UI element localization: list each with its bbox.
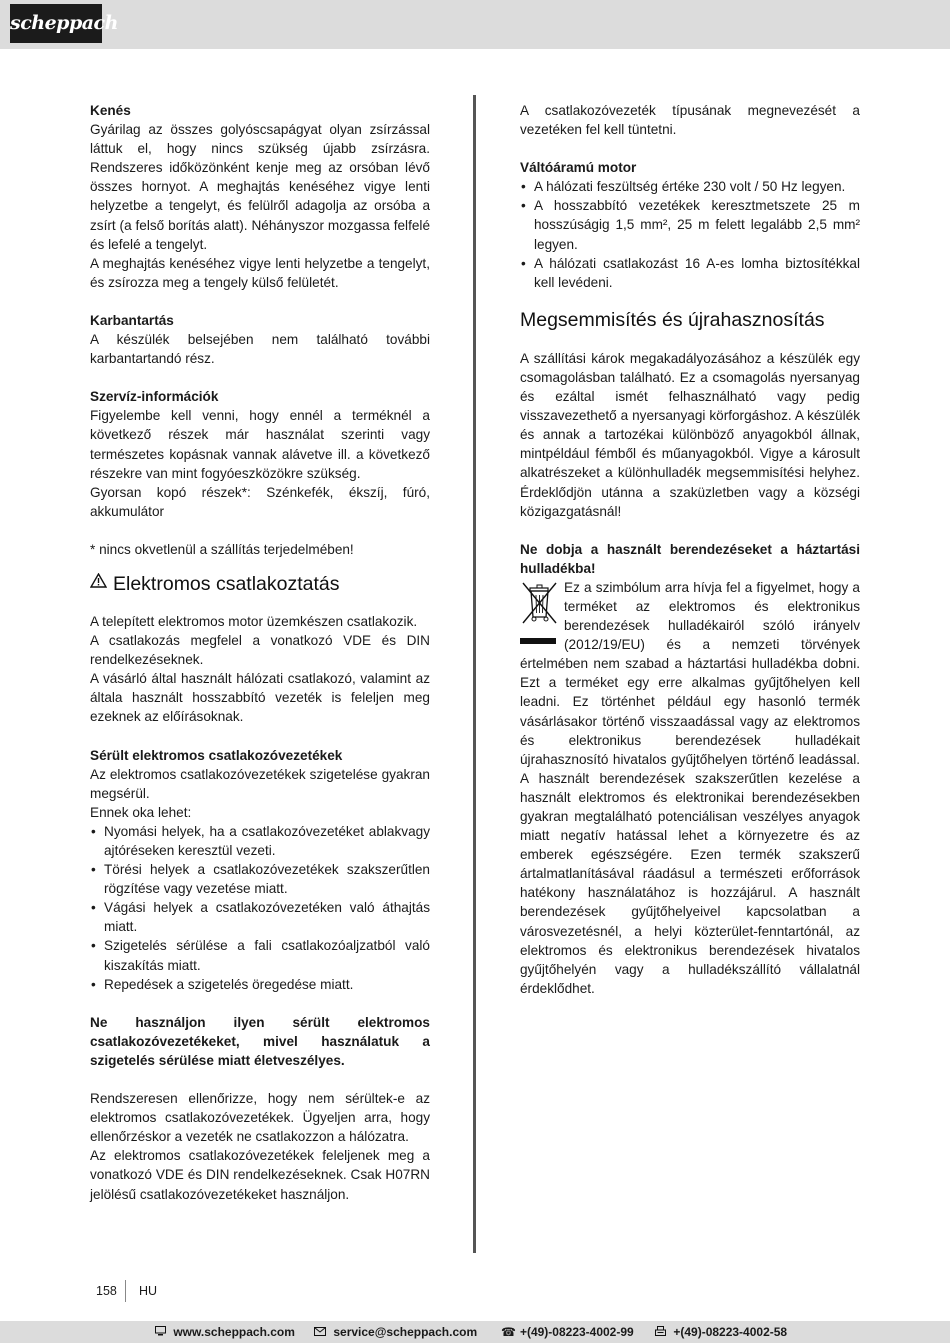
phone-contact: [501, 1321, 634, 1343]
language-code: HU: [139, 1284, 158, 1298]
intro-paragraph: A csatlakozóvezeték típusának megnevezését a vezetéken fel kell tüntetni.: [520, 103, 860, 138]
szerviz-note: * nincs okvetlenül a szállítás terjedelmében!: [90, 541, 354, 557]
crossed-bin-icon: [520, 581, 560, 645]
check-paragraph-2: Az elektromos csatlakozóvezetékek feleljenek meg a vonatkozó VDE és DIN rendelkezéseknek. Csak H07RN jelölésű csatlakozóvezetékeket használjon.: [90, 1148, 430, 1202]
fax-icon: [655, 1325, 669, 1339]
phone-text: +(49)-08223-4002-99: [519, 1325, 634, 1339]
list-item: • A hosszabbító vezetékek keresztmetszete 25 m hosszúságig 1,5 mm², 25 m felett legalább 2,5 mm² legyen.: [520, 196, 860, 253]
elektromos-heading: [90, 572, 430, 596]
fax-contact: [655, 1321, 787, 1343]
fax-text: +(49)-08223-4002-58: [673, 1325, 788, 1339]
szerviz-heading: Szervíz-információk: [90, 389, 219, 405]
list-item: • Törési helyek a csatlakozóvezetékek szakszerűtlen rögzítése vagy vezetése miatt.: [90, 860, 430, 898]
serult-paragraph-1: Az elektromos csatlakozóvezetékek szigetelése gyakran megsérül.: [90, 766, 430, 801]
disposal-paragraph: A szállítási károk megakadályozásához a készülék egy csomagolásban található. Ez a csomagolás nyersanyag és ezáltal ismét felhasználható vagy pedig visszavezethető a nyersanyagi körforgáshoz. A készülék és annak a tartozékai különböző anyagokból állnak, mintpéldául fémből és műanyagokból. Vigye a károsult alkatrészeket a különhulladék megsemmisítési helyhez. Érdeklődjön utánna a szaküzletben vagy a községi közigazgatásnál!: [520, 350, 860, 519]
kenes-paragraph-2: A meghajtás kenéséhez vigye lenti helyzetbe a tengelyt, és zsírozza meg a tengely külső felületét.: [90, 255, 430, 290]
email-text: service@scheppach.com: [333, 1325, 478, 1339]
list-item: • Repedések a szigetelés öregedése miatt.: [90, 975, 430, 994]
right-column: [520, 101, 860, 998]
monitor-icon: [155, 1325, 169, 1339]
serult-list: [90, 822, 430, 994]
kenes-paragraph-1: Gyárilag az összes golyóscsapágyat olyan zsírzással láttuk el, hogy nincs szükség újabb zsírzásra. Rendszeres időközönként kenje meg az orsóban lévő összes hornyot. A meghajtás kenéséhez vigye lenti helyzetbe a tengelyt, és felülről adagolja az orsóba a zsírt (a felső borítás alatt). Néhányszor mozgassa felfelé és lefelé a tengelyt.: [90, 122, 430, 252]
serult-heading: Sérült elektromos csatlakozóvezetékek: [90, 747, 343, 763]
column-divider: [473, 95, 476, 1253]
motor-list: [520, 177, 860, 292]
check-paragraph-1: Rendszeresen ellenőrizze, hogy nem sérültek-e az elektromos csatlakozóvezetékek. Ügyeljen arra, hogy ellenőrzéskor a vezeték ne csatlakozzon a hálózatra.: [90, 1091, 430, 1145]
disposal-heading: Megsemmisítés és újrahasznosítás: [520, 308, 825, 331]
warning-triangle-icon: [90, 572, 107, 596]
serult-paragraph-2: Ennek oka lehet:: [90, 804, 192, 820]
elektromos-heading-text: Elektromos csatlakoztatás: [113, 572, 340, 595]
danger-warning: Ne használjon ilyen sérült elektromos csatlakozóvezetékeket, mivel használatuk a szigetelés sérülése miatt életveszélyes.: [90, 1014, 430, 1068]
elektromos-paragraph-2: A csatlakozás megfelel a vonatkozó VDE és DIN rendelkezéseknek.: [90, 633, 430, 668]
list-item: • Nyomási helyek, ha a csatlakozóvezetéket ablakvagy ajtóréseken keresztül vezeti.: [90, 822, 430, 860]
contact-bar: [0, 1321, 950, 1343]
weee-block: [520, 578, 860, 998]
motor-heading: Váltóáramú motor: [520, 160, 637, 176]
left-column: [90, 101, 430, 1204]
list-item: • Szigetelés sérülése a fali csatlakozóaljzatból való kiszakítás miatt.: [90, 936, 430, 974]
weee-paragraph: Ez a szimbólum arra hívja fel a figyelmet, hogy a terméket az elektromos és elektronikus berendezések hulladékairól szóló irányelv (2012/19/EU) és a nemzeti törvények értelmében nem szabad a háztartási hulladékba dobni. Ezt a terméket egy erre alkalmas gyűjtőhelyen kell leadni. Ez történhet például egy hasonló termék vásárlásakor történő visszaadással vagy az elektromos és elektronikus berendezések hulladékait újrahasznosító hivatalos gyűjtőhelyen történő leadással. A használt berendezések szakszerűtlen kezelése a használt elektromos és elektronikai berendezésekben gyakran megtalálható potenciálisan veszélyes anyagok miatt negatív hatással lehet a környezetre és az emberek egészségére. Ezen termék szakszerű ártalmatlanításával ráadásul a természeti erőforrások hatékony használatához is hozzájárul. A használt berendezések gyűjtőhelyeivel kapcsolatban a városvezetésnél, a helyi közterület-fenntartónál, az elektromos és elektronikus berendezések hivatalos gyűjtőhelyén vagy a hulladékszállító vállalatnál érdeklődhet.: [520, 579, 860, 996]
list-item: • A hálózati feszültség értéke 230 volt / 50 Hz legyen.: [520, 177, 860, 196]
footer-separator: [125, 1280, 126, 1302]
szerviz-paragraph-2: Gyorsan kopó részek*: Szénkefék, ékszíj, fúró, akkumulátor: [90, 484, 430, 519]
karbantartas-paragraph: A készülék belsejében nem található további karbantartandó rész.: [90, 332, 430, 367]
kenes-heading: Kenés: [90, 103, 131, 118]
elektromos-paragraph-3: A vásárló által használt hálózati csatlakozó, valamint az általa használt hosszabbító vezeték is feleljen meg ezeknek az előírásoknak.: [90, 671, 430, 725]
szerviz-paragraph-1: Figyelembe kell venni, hogy ennél a terméknél a következő részek már használat szerinti vagy természetes kopásnak vannak alávetve ill. a következő részekre van mint fogyóeszközökre szükség.: [90, 408, 430, 481]
weee-heading: Ne dobja a használt berendezéseket a háztartási hulladékba!: [520, 541, 860, 576]
list-item: • A hálózati csatlakozást 16 A-es lomha biztosítékkal kell levédeni.: [520, 254, 860, 292]
email-contact[interactable]: [314, 1321, 477, 1343]
page-number: 158: [96, 1284, 117, 1298]
website-text: www.scheppach.com: [173, 1325, 295, 1339]
website-contact[interactable]: [155, 1321, 295, 1343]
karbantartas-heading: Karbantartás: [90, 312, 174, 328]
envelope-icon: [314, 1325, 329, 1339]
header-bar: [0, 0, 950, 49]
brand-logo: scheppach: [10, 4, 102, 43]
list-item: • Vágási helyek a csatlakozóvezetéken való áthajtás miatt.: [90, 898, 430, 936]
phone-icon: ☎: [501, 1325, 516, 1339]
elektromos-paragraph-1: A telepített elektromos motor üzemkészen csatlakozik.: [90, 613, 418, 629]
